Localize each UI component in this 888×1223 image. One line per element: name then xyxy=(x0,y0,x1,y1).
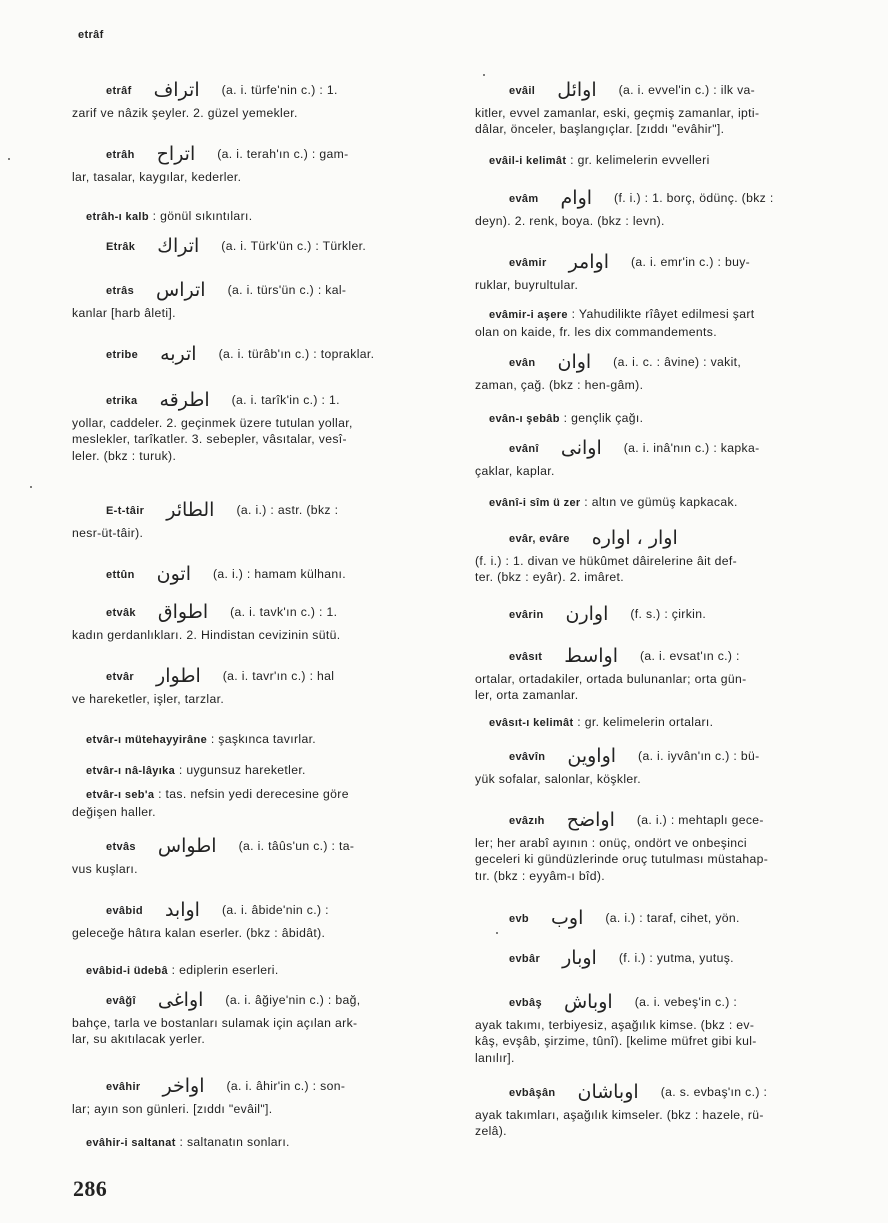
definition-line: yük sofalar, salonlar, köşkler. xyxy=(475,771,641,786)
arabic-script: اوباش xyxy=(563,991,613,1013)
headword: etvâr xyxy=(106,671,135,683)
headword: evânî xyxy=(509,443,539,455)
arabic-script: اوباشان xyxy=(577,1081,639,1103)
entry-first-line xyxy=(475,153,853,170)
definition-line: kâş, evşâb, şirzime, tûnî). [kelime müfret gibi kul- xyxy=(475,1034,757,1048)
definition-text: (a. i.) : hamam külhanı. xyxy=(212,567,347,581)
dictionary-entry xyxy=(72,563,450,585)
dictionary-entry xyxy=(475,79,853,138)
definition-line: zarif ve nâzik şeyler. 2. güzel yemekler. xyxy=(72,105,298,120)
dictionary-entry xyxy=(72,835,450,877)
definition-text: (a. i. tarîk'in c.) : 1. xyxy=(231,393,340,407)
definition-line: lar; ayın son günleri. [zıddı "evâil"]. xyxy=(72,1101,273,1116)
definition-text: : şaşkınca tavırlar. xyxy=(210,732,317,746)
entry-first-line xyxy=(72,601,450,623)
headword: evâvîn xyxy=(509,751,546,763)
arabic-script: اوار ، اواره xyxy=(591,527,678,549)
entry-first-line xyxy=(475,947,853,969)
definition-line: (f. i.) : 1. divan ve hükûmet dâirelerine âit def- xyxy=(475,553,738,568)
definition-text: (a. i. c. : âvine) : vakit, xyxy=(613,355,742,369)
definition-line: ayak takımları, aşağılık kimseler. (bkz : hazele, rü- xyxy=(475,1107,764,1122)
arabic-script: اواغى xyxy=(157,989,204,1011)
headword: evârin xyxy=(509,609,544,621)
dictionary-entry xyxy=(475,809,853,884)
running-head: etrâf xyxy=(78,29,104,41)
dictionary-entry xyxy=(72,1075,450,1117)
entry-first-line xyxy=(475,437,853,459)
definition-text: : gr. kelimelerin ortaları. xyxy=(577,715,714,729)
dictionary-entry xyxy=(475,351,853,393)
headword: evâsıt xyxy=(509,651,543,663)
entry-first-line xyxy=(72,499,450,521)
headword: evbâr xyxy=(509,953,541,965)
dictionary-entry xyxy=(72,499,450,541)
dictionary-entry xyxy=(72,787,450,820)
dictionary-entry xyxy=(72,763,450,780)
dictionary-entry xyxy=(72,963,450,980)
arabic-script: اوائل xyxy=(557,79,597,101)
page-number: 286 xyxy=(73,1176,108,1201)
headword: etvâr-ı nâ-lâyıka xyxy=(86,765,176,777)
entry-first-line xyxy=(475,603,853,625)
dictionary-entry xyxy=(72,279,450,321)
definition-text: (a. i. evvel'in c.) : ilk va- xyxy=(618,83,756,97)
headword: evâr, evâre xyxy=(509,533,570,545)
arabic-script: اتربه xyxy=(160,343,197,365)
entry-first-line xyxy=(475,1081,853,1103)
definition-text: (a. i. tavk'ın c.) : 1. xyxy=(230,605,338,619)
dictionary-entry xyxy=(475,907,853,929)
definition-text: (a. i. Türk'ün c.) : Türkler. xyxy=(221,239,367,253)
entry-first-line xyxy=(475,715,853,732)
definition-line: geceleri ki gündüzlerinde oruç tutulması müstahap- xyxy=(475,852,769,866)
entry-first-line xyxy=(475,745,853,767)
dictionary-entry xyxy=(72,143,450,185)
entry-first-line xyxy=(72,989,450,1011)
arabic-script: اتراف xyxy=(153,79,200,101)
definition-text: (a. i. türâb'ın c.) : topraklar. xyxy=(218,347,375,361)
definition-text: (a. i. âğiye'nin c.) : bağ, xyxy=(225,993,361,1007)
headword: evâzıh xyxy=(509,815,545,827)
definition-line: ler; her arabî ayının : onüç, ondört ve onbeşinci xyxy=(475,835,747,850)
headword: etvâk xyxy=(106,607,136,619)
definition-line: dâlar, önceler, başlangıçlar. [zıddı "evâhir"]. xyxy=(475,122,725,136)
definition-text: : ediplerin eserleri. xyxy=(171,963,279,977)
arabic-script: اواضح xyxy=(566,809,615,831)
dictionary-entry xyxy=(475,645,853,704)
definition-line: ler, orta zamanlar. xyxy=(475,688,579,702)
definition-text: (a. i. inâ'nın c.) : kapka- xyxy=(623,441,760,455)
dictionary-entry xyxy=(72,732,450,749)
headword: evân-ı şebâb xyxy=(489,413,560,425)
dictionary-entry xyxy=(72,899,450,941)
dictionary-entry xyxy=(72,209,450,226)
headword: etrâh xyxy=(106,149,135,161)
definition-text: : tas. nefsin yedi derecesine göre xyxy=(158,787,349,801)
headword: ettûn xyxy=(106,569,135,581)
arabic-script: اواخر xyxy=(162,1075,205,1097)
definition-text: (a. i. türs'ün c.) : kal- xyxy=(227,283,347,297)
dictionary-entry xyxy=(72,1135,450,1152)
definition-line: kadın gerdanlıkları. 2. Hindistan cevizinin sütü. xyxy=(72,627,341,642)
entry-first-line xyxy=(475,411,853,428)
definition-line: lar, tasalar, kaygılar, kederler. xyxy=(72,169,242,184)
entry-first-line xyxy=(475,307,853,324)
arabic-script: اوبار xyxy=(562,947,597,969)
entry-first-line xyxy=(72,143,450,165)
entry-first-line xyxy=(475,527,853,549)
definition-text: : gençlik çağı. xyxy=(563,411,644,425)
arabic-script: اطرقه xyxy=(159,389,210,411)
entry-first-line xyxy=(475,991,853,1013)
definition-text: (a. i. âbide'nin c.) : xyxy=(221,903,329,917)
dictionary-entry xyxy=(475,307,853,340)
definition-text: : saltanatın sonları. xyxy=(179,1135,290,1149)
definition-line: zelâ). xyxy=(475,1124,507,1138)
definition-line: ve hareketler, işler, tarzlar. xyxy=(72,691,225,706)
dictionary-entry xyxy=(475,411,853,428)
definition-line: yollar, caddeler. 2. geçinmek üzere tutulan yollar, xyxy=(72,415,353,430)
entry-first-line xyxy=(72,79,450,101)
dictionary-entry xyxy=(475,745,853,787)
definition-line: ter. (bkz : eyâr). 2. imâret. xyxy=(475,570,624,584)
dictionary-entry xyxy=(475,437,853,479)
definition-text: (a. i. terah'ın c.) : gam- xyxy=(217,147,349,161)
entry-first-line xyxy=(72,665,450,687)
definition-text: (a. i.) : astr. (bkz : xyxy=(236,503,339,517)
entry-first-line xyxy=(72,787,450,804)
definition-line: bahçe, tarla ve bostanları sulamak için açılan ark- xyxy=(72,1015,358,1030)
dictionary-entry xyxy=(475,991,853,1066)
entry-first-line xyxy=(475,351,853,373)
headword: evb xyxy=(509,913,530,925)
entry-first-line xyxy=(72,209,450,226)
entry-first-line xyxy=(475,79,853,101)
definition-line: kitler, evvel zamanlar, eski, geçmiş zamanlar, ipti- xyxy=(475,105,760,120)
dictionary-entry xyxy=(475,495,853,512)
definition-line: olan on kaide, fr. les dix commandements. xyxy=(475,324,717,339)
arabic-script: اوانى xyxy=(560,437,602,459)
dictionary-entry xyxy=(72,665,450,707)
dictionary-entry xyxy=(72,601,450,643)
definition-text: : gönül sıkıntıları. xyxy=(152,209,253,223)
arabic-script: الطائر xyxy=(166,499,215,521)
dictionary-entry xyxy=(72,235,450,257)
definition-text: (a. i.) : taraf, cihet, yön. xyxy=(605,911,740,925)
entry-first-line xyxy=(72,763,450,780)
definition-text: : gr. kelimelerin evvelleri xyxy=(570,153,710,167)
entry-first-line xyxy=(72,343,450,365)
entry-first-line xyxy=(72,963,450,980)
headword: etrâh-ı kalb xyxy=(86,211,149,223)
scan-speck xyxy=(483,74,485,76)
definition-line: ayak takımı, terbiyesiz, aşağılık kimse. (bkz : ev- xyxy=(475,1017,755,1032)
definition-text: (f. i.) : 1. borç, ödünç. (bkz : xyxy=(614,191,774,205)
entry-first-line xyxy=(72,389,450,411)
headword: etribe xyxy=(106,349,139,361)
headword: evâbid-i üdebâ xyxy=(86,965,168,977)
entry-first-line xyxy=(72,835,450,857)
headword: evâbid xyxy=(106,905,143,917)
headword: evâil xyxy=(509,85,536,97)
definition-text: : uygunsuz hareketler. xyxy=(178,763,306,777)
entry-first-line xyxy=(72,235,450,257)
definition-line: tır. (bkz : eyyâm-ı bîd). xyxy=(475,868,605,883)
entry-first-line xyxy=(475,187,853,209)
headword: evân xyxy=(509,357,536,369)
headword: evânî-i sîm ü zer xyxy=(489,497,581,509)
entry-first-line xyxy=(475,907,853,929)
entry-first-line xyxy=(72,1135,450,1152)
arabic-script: اتراح xyxy=(156,143,196,165)
definition-line: lanılır]. xyxy=(475,1050,515,1065)
scan-speck xyxy=(30,486,32,488)
dictionary-entry xyxy=(72,343,450,365)
arabic-script: اوام xyxy=(560,187,593,209)
arabic-script: اطواق xyxy=(157,601,209,623)
headword: etvâr-ı seb'a xyxy=(86,789,155,801)
headword: etvâr-ı mütehayyirâne xyxy=(86,734,208,746)
arabic-script: اطواس xyxy=(157,835,217,857)
arabic-script: اوابد xyxy=(164,899,200,921)
headword: evâmir xyxy=(509,257,547,269)
dictionary-entry xyxy=(475,715,853,732)
dictionary-entry xyxy=(475,527,853,586)
entry-first-line xyxy=(72,732,450,749)
headword: etrâs xyxy=(106,285,135,297)
definition-line: ruklar, buyrultular. xyxy=(475,277,579,292)
definition-text: (a. i. türfe'nin c.) : 1. xyxy=(221,83,338,97)
entry-first-line xyxy=(475,251,853,273)
dictionary-entry xyxy=(72,389,450,464)
headword: evâsıt-ı kelimât xyxy=(489,717,574,729)
arabic-script: اوب xyxy=(551,907,584,929)
dictionary-entry xyxy=(72,989,450,1048)
headword: etrâf xyxy=(106,85,132,97)
arabic-script: اتون xyxy=(156,563,191,585)
dictionary-entry xyxy=(475,251,853,293)
arabic-script: اتراك xyxy=(157,235,200,257)
headword: Etrâk xyxy=(106,241,136,253)
definition-text: (a. s. evbaş'ın c.) : xyxy=(660,1085,768,1099)
entry-first-line xyxy=(475,645,853,667)
headword: evâhir xyxy=(106,1081,141,1093)
arabic-script: اوارن xyxy=(565,603,609,625)
definition-text: (a. i. iyvân'ın c.) : bü- xyxy=(638,749,760,763)
arabic-script: اواوين xyxy=(567,745,617,767)
definition-text: : Yahudilikte rîâyet edilmesi şart xyxy=(571,307,755,321)
entry-first-line xyxy=(72,563,450,585)
headword: evâm xyxy=(509,193,539,205)
definition-line: meslekler, tarîkatler. 3. sebepler, vâsıtalar, vesî- xyxy=(72,432,347,446)
entry-first-line xyxy=(475,809,853,831)
dictionary-entry xyxy=(72,79,450,121)
headword: etvâs xyxy=(106,841,136,853)
dictionary-entry xyxy=(475,187,853,229)
dictionary-entry xyxy=(475,947,853,969)
definition-text: (a. i. emr'in c.) : buy- xyxy=(630,255,751,269)
headword: evbâşân xyxy=(509,1087,556,1099)
definition-line: leler. (bkz : turuk). xyxy=(72,448,177,463)
arabic-script: اتراس xyxy=(156,279,206,301)
definition-text: (a. i. vebeş'in c.) : xyxy=(634,995,738,1009)
headword: etrika xyxy=(106,395,138,407)
definition-line: deyn). 2. renk, boya. (bkz : levn). xyxy=(475,213,665,228)
entry-first-line xyxy=(72,279,450,301)
entry-first-line xyxy=(475,495,853,512)
definition-line: kanlar [harb âleti]. xyxy=(72,305,176,320)
definition-text: : altın ve gümüş kapkacak. xyxy=(584,495,738,509)
definition-text: (a. i. âhir'in c.) : son- xyxy=(226,1079,346,1093)
dictionary-entry xyxy=(475,603,853,625)
headword: evâhir-i saltanat xyxy=(86,1137,176,1149)
definition-text: (a. i. tâûs'un c.) : ta- xyxy=(238,839,355,853)
definition-line: geleceğe hâtıra kalan eserler. (bkz : âbidât). xyxy=(72,925,326,940)
dictionary-entry xyxy=(475,1081,853,1140)
definition-text: (a. i.) : mehtaplı gece- xyxy=(636,813,764,827)
scan-speck xyxy=(496,932,498,934)
arabic-script: اطوار xyxy=(156,665,201,687)
arabic-script: اوان xyxy=(557,351,592,373)
headword: evâğî xyxy=(106,995,136,1007)
definition-line: vus kuşları. xyxy=(72,861,138,876)
definition-line: ortalar, ortadakiler, ortada bulunanlar; orta gün- xyxy=(475,671,747,686)
definition-text: (f. s.) : çirkin. xyxy=(630,607,707,621)
arabic-script: اوامر xyxy=(568,251,609,273)
headword: evâmir-i aşere xyxy=(489,309,568,321)
definition-text: (f. i.) : yutma, yutuş. xyxy=(618,951,734,965)
definition-line: çaklar, kaplar. xyxy=(475,463,555,478)
scan-speck xyxy=(8,158,10,160)
arabic-script: اواسط xyxy=(564,645,618,667)
definition-line: değişen haller. xyxy=(72,804,156,819)
headword: E-t-tâir xyxy=(106,505,145,517)
headword: evbâş xyxy=(509,997,542,1009)
entry-first-line xyxy=(72,1075,450,1097)
headword: evâil-i kelimât xyxy=(489,155,567,167)
entry-first-line xyxy=(72,899,450,921)
dictionary-entry xyxy=(475,153,853,170)
definition-line: lar, su akıtılacak yerler. xyxy=(72,1032,206,1046)
definition-text: (a. i. evsat'ın c.) : xyxy=(640,649,740,663)
definition-line: nesr-üt-tâir). xyxy=(72,525,144,540)
definition-line: zaman, çağ. (bkz : hen-gâm). xyxy=(475,377,644,392)
definition-text: (a. i. tavr'ın c.) : hal xyxy=(222,669,335,683)
